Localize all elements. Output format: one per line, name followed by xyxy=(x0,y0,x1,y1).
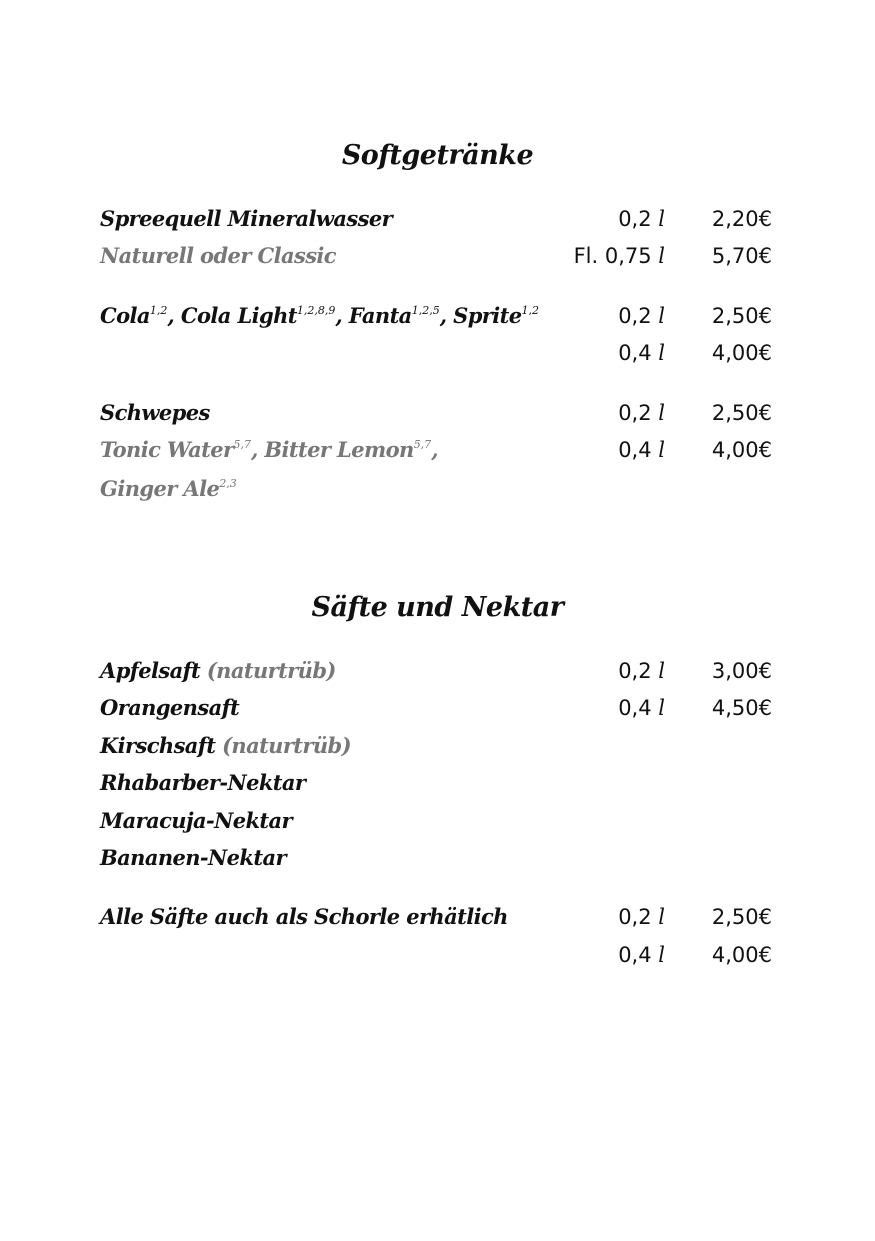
menu-item-bananen-nektar xyxy=(0,843,875,873)
item-price: 2,20€ xyxy=(711,207,772,231)
additive-footnote: 1,2,5 xyxy=(411,304,440,317)
item-price: 2,50€ xyxy=(711,304,772,328)
menu-item-schorle-large xyxy=(0,940,875,970)
menu-item-schwepes-variants xyxy=(0,435,875,465)
item-subtitle: Tonic Water$^{5,7}$, Bitter Lemon$^{5,7}$, xyxy=(100,437,438,462)
item-price: 3,00€ xyxy=(711,659,772,683)
item-volume: 0,2 l xyxy=(618,304,665,328)
item-volume: Fl. 0,75 l xyxy=(573,244,665,268)
additive-footnote: 5,7 xyxy=(233,438,251,451)
menu-item-ginger-ale xyxy=(0,474,875,504)
menu-item-maracuja-nektar xyxy=(0,806,875,836)
item-name: Maracuja-Nektar xyxy=(100,808,292,833)
menu-item-rhabarber-nektar xyxy=(0,768,875,798)
section-title-softgetraenke: Softgetränke xyxy=(341,140,534,171)
item-price: 4,50€ xyxy=(711,696,772,720)
item-price: 4,00€ xyxy=(711,438,772,462)
item-name: Bananen-Nektar xyxy=(100,845,286,870)
item-volume: 0,4 l xyxy=(618,341,665,365)
item-name: Apfelsaft (naturtrüb) xyxy=(100,658,336,683)
item-note: (naturtrüb) xyxy=(222,733,351,758)
menu-item-kirschsaft xyxy=(0,731,875,761)
item-price: 2,50€ xyxy=(711,905,772,929)
additive-footnote: 1,2 xyxy=(149,304,168,317)
item-price: 2,50€ xyxy=(711,401,772,425)
menu-item-mineralwasser-variant xyxy=(0,241,875,271)
item-price: 4,00€ xyxy=(711,341,772,365)
item-name: Rhabarber-Nektar xyxy=(100,770,306,795)
additive-footnote: 1,2 xyxy=(521,304,539,317)
item-volume: 0,2 l xyxy=(618,207,665,231)
item-name: Orangensaft xyxy=(100,695,240,720)
item-volume: 0,2 l xyxy=(618,659,665,683)
section-title-saefte-nektar: Säfte und Nektar xyxy=(311,592,564,623)
item-name: Cola$^{1,2}$, Cola Light$^{1,2,8,9}$, Fanta$^{1,2,5}$, Sprite$^{1,2}$ xyxy=(100,303,539,328)
menu-item-orangensaft xyxy=(0,693,875,723)
item-volume: 0,4 l xyxy=(618,438,665,462)
menu-item-schorle xyxy=(0,902,875,932)
item-price: 5,70€ xyxy=(711,244,772,268)
menu-item-cola-large xyxy=(0,338,875,368)
item-name: Alle Säfte auch als Schorle erhätlich xyxy=(100,904,508,929)
item-name: Spreequell Mineralwasser xyxy=(100,206,393,231)
item-price: 4,00€ xyxy=(711,943,772,967)
menu-item-cola-fanta-sprite xyxy=(0,301,875,331)
item-subtitle: Naturell oder Classic xyxy=(100,243,336,268)
item-volume: 0,2 l xyxy=(618,401,665,425)
additive-footnote: 2,3 xyxy=(219,477,237,490)
item-name: Kirschsaft (naturtrüb) xyxy=(100,733,351,758)
item-volume: 0,2 l xyxy=(618,905,665,929)
additive-footnote: 1,2,8,9 xyxy=(296,304,336,317)
additive-footnote: 5,7 xyxy=(413,438,432,451)
item-volume: 0,4 l xyxy=(618,943,665,967)
item-volume: 0,4 l xyxy=(618,696,665,720)
item-subtitle: Ginger Ale$^{2,3}$ xyxy=(100,476,237,501)
menu-item-schwepes xyxy=(0,398,875,428)
item-note: (naturtrüb) xyxy=(206,658,336,683)
menu-item-apfelsaft xyxy=(0,656,875,686)
item-name: Schwepes xyxy=(100,400,210,425)
menu-item-mineralwasser xyxy=(0,204,875,234)
